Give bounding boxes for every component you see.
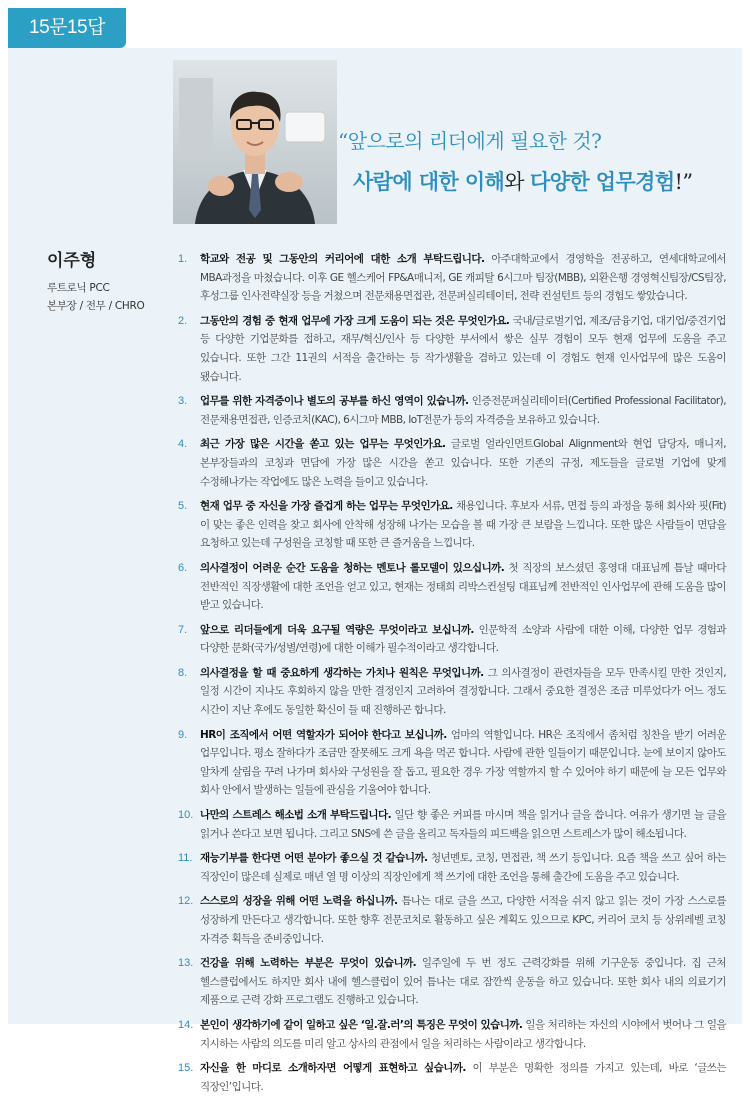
qa-answer: 청년멘토, 코칭, 면접관, 책 쓰기 등입니다. 요즘 책을 쓰고 싶어 하는 직장인이 많은데 실제로 매년 열 명 이상의 직장인에게 책 쓰기에 대한 조언을 통해 출간에 도움을 주고 있습니다. [200, 852, 727, 883]
qa-number: 2. [178, 314, 188, 327]
qa-question: 본인이 생각하기에 같이 일하고 싶은 ‘일.잘.러’의 특징은 무엇이 있습니까. [200, 1018, 523, 1031]
qa-item [178, 559, 726, 615]
qa-question: 학교와 전공 및 그동안의 커리어에 대한 소개 부탁드립니다. [200, 253, 485, 265]
qa-text [200, 559, 726, 615]
qa-answer: 일주일에 두 번 정도 근력강화를 위해 기구운동 중입니다. 집 근처 헬스클럽에서도 하지만 회사 내에 헬스클럽이 있어 틈나는 대로 잠깐씩 운동을 하고 있습니다. 또한 회사 내의 의료기기 제품으로 근력 강화 프로그램도 진행하고 있습니다. [200, 957, 726, 1007]
qa-answer: 글로벌 얼라인먼트Global Alignment와 현업 담당자, 매니저, 본부장들과의 코칭과 면담에 가장 많은 시간을 쏟고 있습니다. 또한 기존의 규정, 제도들을 글로벌 기업에 맞게 수정해나가는 작업에도 많은 노력을 들이고 있습니다. [200, 438, 726, 488]
person-title: 본부장 / 전무 / CHRO [47, 300, 145, 312]
qa-answer: 아주대학교에서 경영학을 전공하고, 연세대학교에서 MBA과정을 마쳤습니다. 이후 GE 헬스케어 FP&A매니저, GE 캐피탈 6시그마 팀장(MBB), 외환은행 경영혁신팀장/CS팀장, 후성그룹 인사전략실장 등을 거쳤으며 전문채용면접관, 전문퍼실리테이터, 전략 컨설턴트 등의 경험도 쌓았습니다. [200, 253, 727, 303]
qa-item [178, 806, 726, 843]
qa-item [178, 726, 726, 800]
person-name: 이주형 [47, 251, 97, 271]
qa-text [200, 954, 726, 1010]
qa-number: 14. [178, 1018, 194, 1031]
section-tag: 15문15답 [8, 8, 126, 48]
qa-number: 8. [178, 666, 188, 679]
qa-text [200, 726, 726, 800]
qa-number: 1. [178, 253, 188, 265]
qa-item [178, 621, 726, 658]
qa-item [178, 892, 726, 948]
qa-number: 4. [178, 438, 188, 451]
qa-question: HR이 조직에서 어떤 역할자가 되어야 한다고 보십니까. [200, 728, 447, 741]
qa-item [178, 312, 726, 386]
quote-emphasis-1: 사람에 대한 이해 [353, 169, 505, 194]
qa-answer: 일을 처리하는 자신의 시야에서 벗어나 그 일을 지시하는 사람의 의도를 미리 알고 상사의 관점에서 일을 처리하는 사람이라고 생각합니다. [200, 1018, 726, 1050]
qa-text [200, 806, 726, 843]
qa-question: 건강을 위해 노력하는 부분은 무엇이 있습니까. [200, 957, 417, 970]
qa-answer: 인증전문퍼실리테이터(Certified Professional Facilitator), 전문채용면접관, 인증코치(KAC), 6시그마 MBB, IoT전문가 등의 자격증을 보유하고 있습니다. [200, 395, 726, 426]
qa-text [200, 312, 726, 386]
qa-answer: 틈나는 대로 글을 쓰고, 다양한 서적을 쉬지 않고 읽는 것이 가장 스스로를 성장하게 만든다고 생각합니다. 또한 향후 전문코치로 활동하고 싶은 계획도 있으므로 KPC, 커리어 코치 등 상위레벨 코칭 자격증 획득을 준비중입니다. [200, 895, 726, 945]
qa-question: 재능기부를 한다면 어떤 분야가 좋으실 것 같습니까. [200, 852, 428, 865]
qa-answer: 일단 향 좋은 커피를 마시며 책을 읽거나 글을 씁니다. 여유가 생기면 늘 글을 읽거나 쓴다고 보면 됩니다. 그리고 SNS에 쓴 글을 올리고 독자들의 피드백을 읽으면 스트레스가 많이 해소됩니다. [200, 809, 726, 840]
qa-text [200, 892, 726, 948]
qa-text [200, 621, 726, 658]
qa-number: 13. [178, 957, 194, 970]
qa-question: 그동안의 경험 중 현재 업무에 가장 크게 도움이 되는 것은 무엇인가요. [200, 314, 510, 327]
person-organization: 루트로닉 PCC [47, 282, 110, 294]
quote-emphasis-2: 다양한 업무경험 [530, 169, 675, 194]
quote-line-2 [353, 166, 743, 196]
qa-answer: 채용입니다. 후보자 서류, 면접 등의 과정을 통해 회사와 핏(Fit)이 맞는 좋은 인력을 찾고 회사에 안착해 성장해 나가는 모습을 볼 때 가장 큰 보람을 느낍니다. 또한 많은 사람들이 면담을 요청하고 있는데 구성원을 코칭할 때 또한 큰 즐거움을 느낍니다. [200, 500, 727, 550]
qa-number: 15. [178, 1062, 194, 1075]
quote-line-1: “앞으로의 리더에게 필요한 것? [338, 129, 602, 153]
quote-connector: 와 [504, 170, 530, 194]
qa-item [178, 392, 726, 429]
qa-number: 7. [178, 623, 188, 636]
qa-answer: 그 의사결정이 관련자들을 모두 만족시킬 만한 것인지, 일정 시간이 지나도 후회하지 않을 만한 결정인지 고려하여 결정합니다. 그래서 중요한 결정은 조금 미루었다가 어느 정도 시간이 지난 후에도 동일한 확신이 들 때 진행하곤 합니다. [200, 666, 726, 717]
qa-answer: 인문학적 소양과 사람에 대한 이해, 다양한 업무 경험과 다양한 문화(국가/성별/연령)에 대한 이해가 필수적이라고 생각합니다. [200, 623, 726, 655]
qa-item [178, 250, 726, 306]
quote-end: !” [674, 170, 693, 194]
qa-text [200, 250, 726, 306]
qa-item [178, 664, 726, 720]
qa-question: 의사결정이 어려운 순간 도움을 청하는 멘토나 롤모델이 있으십니까. [200, 561, 505, 574]
content-panel [8, 48, 742, 1093]
qa-number: 9. [178, 728, 188, 741]
qa-number: 3. [178, 395, 188, 408]
qa-question: 최근 가장 많은 시간을 쏟고 있는 업무는 무엇인가요. [200, 438, 446, 451]
qa-question: 자신을 한 마디로 소개하자면 어떻게 표현하고 싶습니까. [200, 1062, 466, 1075]
qa-answer: 국내/글로벌기업, 제조/금융기업, 대기업/중견기업 등 다양한 기업문화를 접하고, 재무/혁신/인사 등 다양한 부서에서 쌓은 실무 경험이 모두 현재 업무에 도움을 주고 있습니다. 또한 그간 11권의 서적을 출간하는 등 작가생활을 겸하고 있는데 이 경험도 현재 인사업무에 많은 도움이 됐습니다. [200, 314, 726, 383]
qa-answer: 첫 직장의 보스셨던 홍영대 대표님께 틈날 때마다 전반적인 직장생활에 대한 조언을 얻고 있고, 현재는 정태희 리박스컨설팅 대표님께 전반적인 인사업무에 관해 도움을 많이 받고 있습니다. [200, 561, 726, 612]
qa-text [200, 849, 726, 886]
qa-question: 현재 업무 중 자신을 가장 즐겁게 하는 업무는 무엇인가요. [200, 500, 453, 513]
qa-number: 12. [178, 895, 194, 908]
qa-item [178, 497, 726, 553]
qa-item [178, 1059, 726, 1096]
qa-question: 의사결정을 할 때 중요하게 생각하는 가치나 원칙은 무엇입니까. [200, 666, 484, 679]
qa-text [200, 497, 726, 553]
portrait-photo [173, 60, 337, 224]
qa-question: 업무를 위한 자격증이나 별도의 공부를 하신 영역이 있습니까. [200, 395, 469, 408]
qa-text [200, 1016, 726, 1053]
qa-number: 10. [178, 809, 194, 822]
qa-number: 5. [178, 500, 188, 513]
qa-text [200, 1059, 726, 1096]
qa-text [200, 664, 726, 720]
qa-text [200, 392, 726, 429]
qa-list [178, 250, 726, 1102]
profile-block [47, 246, 177, 315]
qa-item [178, 954, 726, 1010]
qa-item [178, 435, 726, 491]
qa-item [178, 1016, 726, 1053]
qa-number: 6. [178, 561, 188, 574]
qa-answer: 엄마의 역할입니다. HR은 조직에서 좀처럼 칭찬을 받기 어려운 업무입니다. 평소 잘하다가 조금만 잘못해도 크게 욕을 먹곤 합니다. 사람에 관한 일들이기 때문입니다. 눈에 보이지 않아도 알차게 살림을 꾸려 나가며 회사와 구성원을 잘 돕고, 필요한 경우 가장 역할까지 할 수 있어야 하기 때문에 늘 모든 업무와 회사 안에서 발생하는 일들에 관심을 기울여야 합니다. [200, 728, 726, 797]
qa-number: 11. [178, 852, 193, 865]
qa-question: 앞으로 리더들에게 더욱 요구될 역량은 무엇이라고 보십니까. [200, 623, 474, 636]
qa-question: 나만의 스트레스 해소법 소개 부탁드립니다. [200, 809, 392, 822]
qa-answer: 이 부분은 명확한 정의를 가지고 있는데, 바로 ‘글쓰는 직장인’입니다. [200, 1062, 726, 1093]
qa-text [200, 435, 726, 491]
qa-item [178, 849, 726, 886]
qa-question: 스스로의 성장을 위해 어떤 노력을 하십니까. [200, 895, 398, 908]
